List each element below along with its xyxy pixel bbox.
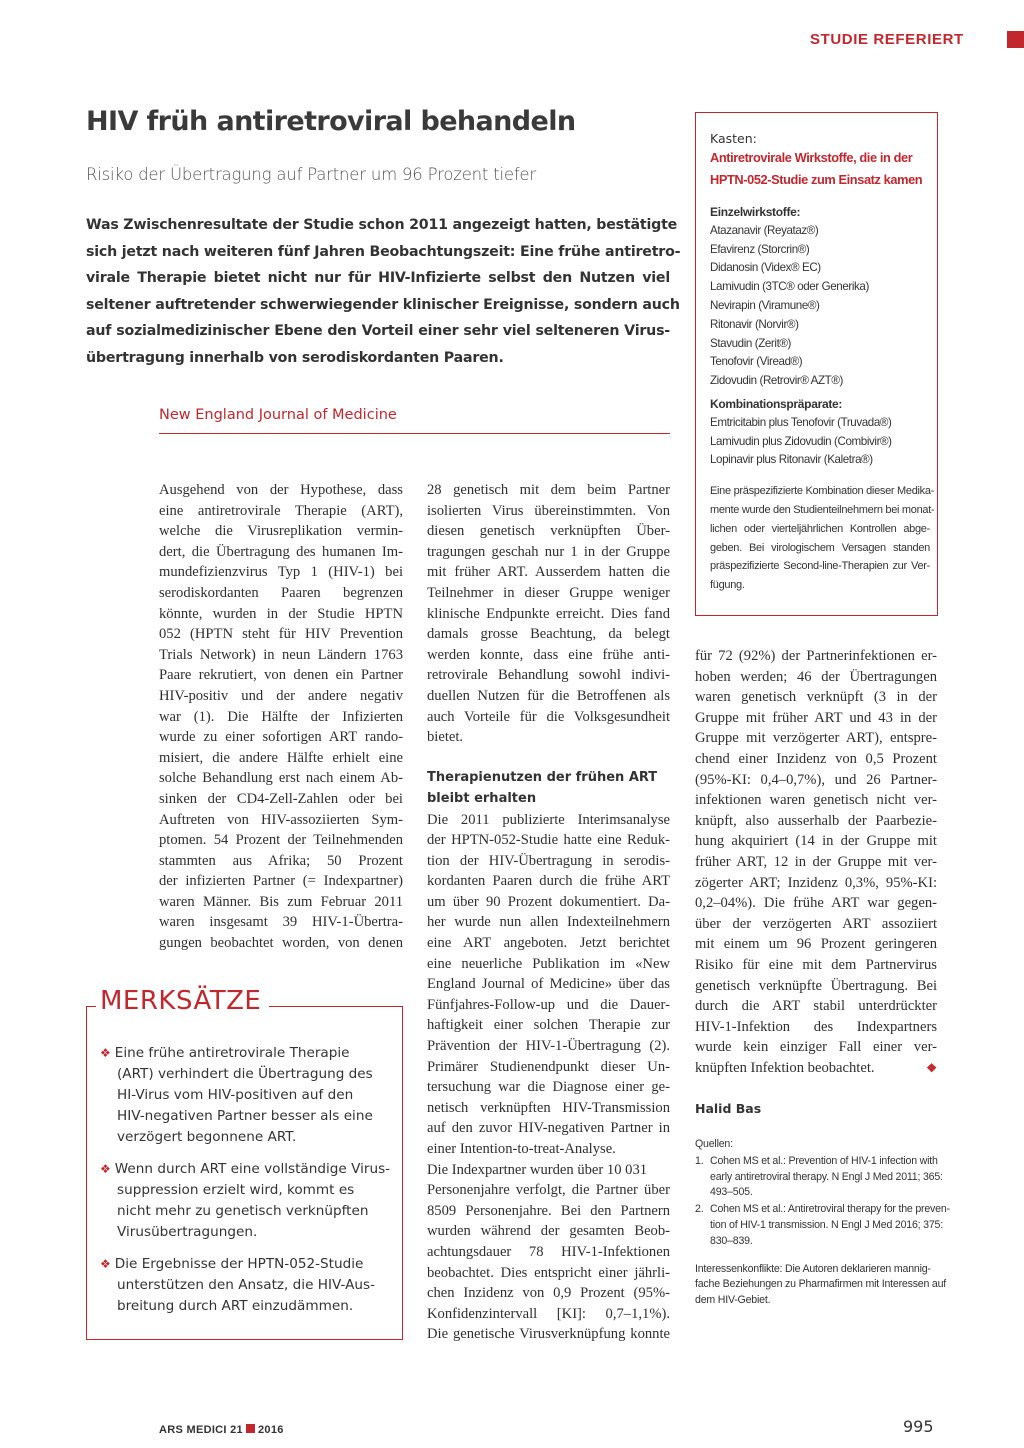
text-line: auf den zuvor HIV-negativen Partner in [427,1120,670,1137]
text-line: waren insgesamt 39 HIV-1-Übertra- [159,914,403,931]
text-line: Konfidenzintervall [KI]: 0,7–1,1%). [427,1305,670,1322]
text-line: beobachtet. Dies entspricht einer jährli- [427,1264,670,1281]
text-line [695,1058,937,1079]
text-line: Paare rekrutiert, von denen ein Partner [159,667,403,684]
merksatz-line: HIV-negativen Partner besser als eine [117,1108,373,1124]
note-line: geben. Bei virologischem Versagen standen [710,541,930,554]
text-line: Risiko für eine mit dem Partnervirus [695,956,937,973]
merksatz-line: nicht mehr zu genetisch verknüpften [117,1203,369,1219]
kasten-title: HPTN-052-Studie zum Einsatz kamen [710,172,923,187]
article-title: HIV früh antiretroviral behandeln [86,106,576,137]
text-line: (95%-KI: 0,4–0,7%), und 26 Partner- [695,771,937,788]
references [695,1137,950,1309]
body-column-1 [159,480,403,954]
text-line: durch die ART stabil unterdrückter [695,998,937,1015]
text-line: genetisch verknüpfte Übertragung. Bei [695,977,937,994]
text-line: mit einem um 96 Prozent geringeren [695,936,937,953]
text-line: tragungen geschah nur 1 in der Gruppe [427,543,670,560]
text-line: Primärer Studienendpunkt dieser Un- [427,1058,670,1075]
merksaetze-list [100,1043,400,1328]
text-line: Die Indexpartner wurden über 10 031 [427,1161,648,1178]
text-line: haftigkeit einer solchen Therapie zur [427,1017,670,1034]
end-of-article-diamond-icon: ❖ [926,1060,937,1075]
article-subtitle: Risiko der Übertragung auf Partner um 96 Prozent tiefer [86,165,536,184]
merksatz-text: Die Ergebnisse der HPTN-052-Studie [114,1256,364,1272]
reference-number: 2. [695,1203,704,1216]
text-line: Personenjahre verfolgt, die Partner über [427,1182,670,1199]
lead-line: virale Therapie bietet nicht nur für HIV-Infizierte selbst den Nutzen viel [86,270,670,286]
text-line: knüpft, also ausserhalb der Paarbezie- [695,812,937,829]
drug-item: Efavirenz (Storcrin®) [710,242,810,256]
merksatz-line: Virusübertragungen. [117,1224,258,1240]
text-line: 28 genetisch mit dem beim Partner [427,482,670,498]
text-line: isolierten Virus übereinstimmten. Von [427,502,670,519]
text-line: für 72 (92%) der Partnerinfektionen er- [695,648,937,664]
spacer [427,748,670,769]
kasten-label: Kasten: [710,131,757,146]
text-line: Die genetische Virusverknüpfung konnte [427,1326,670,1343]
subheading: bleibt erhalten [427,790,537,806]
text-line: duellen Nutzen für die Betroffenen als [427,687,670,704]
note-line: lichen oder vierteljährlichen Kontrollen abge- [710,522,930,535]
lead-paragraph [86,212,681,371]
body-column-3 [695,646,937,1078]
text-line: damals grosse Beachtung, da belegt [427,626,670,643]
journal-divider [159,433,670,434]
text-line: Prävention der HIV-1-Übertragung (2). [427,1038,670,1055]
text-line: auch Vorteile für die Volksgesundheit [427,708,670,725]
reference-line: 493–505. [710,1186,753,1199]
merksatz-line: verzögert begonnene ART. [117,1129,297,1145]
text-line: England Journal of Medicine» über das [427,976,670,993]
text-line: dert, die Übertragung des humanen Im- [159,543,403,560]
text-line: netisch verknüpften HIV-Transmission [427,1099,670,1116]
drug-item: Stavudin (Zerit®) [710,336,791,350]
text-line: chend einer Inzidenz von 0,5 Prozent [695,750,937,767]
spacer [710,470,930,482]
text-line: welche die Virusreplikation vermin- [159,523,403,540]
merksatz-line: breitung durch ART einzudämmen. [117,1298,354,1314]
merksatz-text: Wenn durch ART eine vollständige Virus- [114,1161,391,1177]
text-line: wurden während der gesamten Beob- [427,1223,670,1240]
text-line: bietet. [427,729,464,746]
text-line: einer Intention-to-treat-Analyse. [427,1141,616,1157]
text-line: sinken der CD4-Zell-Zahlen oder bei [159,790,403,807]
text-line: retrovirale Behandlung sowohl indivi- [427,667,670,684]
conflicts-line: dem HIV-Gebiet. [695,1294,771,1307]
text-line: hoben werden; 46 der Übertragungen [695,668,937,685]
section-marker [1007,31,1024,48]
text-line: waren Männer. Bis zum Februar 2011 [159,893,403,910]
kasten-subheading: Kombinationspräparate: [710,396,843,411]
diamond-bullet-icon: ❖ [100,1257,111,1271]
merksatz-line: HI-Virus vom HIV-positiven auf den [117,1087,354,1103]
text-line: ptomen. 54 Prozent der Teilnehmenden [159,832,403,849]
subheading: Therapienutzen der frühen ART [427,770,658,786]
drug-item: Lamivudin (3TC® oder Generika) [710,280,869,294]
text-line: infektionen waren genetisch nicht ver- [695,792,937,809]
text-line: Gruppe mit früher ART und 43 in der [695,709,937,726]
merksatz-line [100,1159,400,1180]
note-line: Eine präspezifizierte Kombination dieser Medika- [710,485,935,498]
conflicts-line: fache Beziehungen zu Pharmafirmen mit Interessen auf [695,1278,947,1291]
text-line: wurde kein einziger Fall einer ver- [695,1039,937,1056]
text-line: Gruppe mit verzögerter ART), entspre- [695,730,937,747]
lead-line: sich jetzt nach weiteren fünf Jahren Beobachtungszeit: Eine frühe antiretro- [86,243,681,260]
body-column-2 [427,480,670,1345]
footer-separator [246,1424,255,1433]
text-line: chen Inzidenz von 0,9 Prozent (95%- [427,1285,670,1302]
merksaetze-rule [269,1006,403,1007]
text-line: misiert, die andere Hälfte erhielt eine [159,749,403,766]
text-line: tion der HIV-Übertragung in serodis- [427,852,670,869]
text-line: serodiskordanten Paaren begrenzen [159,584,403,601]
kasten-title: Antiretrovirale Wirkstoffe, die in der [710,150,913,165]
footer-journal [159,1424,284,1436]
merksatz-line: unterstützen den Ansatz, die HIV-Aus- [117,1277,376,1293]
merksatz-item [100,1043,400,1148]
page-number: 995 [903,1417,934,1436]
reference-line: Cohen MS et al.: Antiretroviral therapy for the preven- [710,1203,950,1216]
note-line: mente wurde den Studienteilnehmern bei monat- [710,503,935,516]
text-line: her wurde nun allen Indexteilnehmern [427,914,670,931]
reference-item [695,1202,950,1249]
footer-year: 2016 [257,1424,284,1436]
merksatz-line: (ART) verhindert die Übertragung des [117,1066,373,1082]
drug-item: Nevirapin (Viramune®) [710,298,820,312]
text-line: der infizierten Partner (= Indexpartner) [159,873,403,890]
text-line: achtungsdauer 78 HIV-1-Infektionen [427,1243,670,1260]
text-line: 052 (HPTN steht für HIV Prevention [159,626,403,643]
text-line: Trials Network) in neun Ländern 1763 [159,646,403,663]
reference-line: 830–839. [710,1234,753,1247]
merksatz-item [100,1159,400,1243]
text-line: zögerter ART; Inzidenz 0,3%, 95%-KI: [695,874,937,891]
text-line: hung akquiriert (14 in der Gruppe mit [695,833,937,850]
kasten-subheading: Einzelwirkstoffe: [710,205,801,219]
text-line: eine ART angeboten. Jetzt berichtet [427,935,670,952]
reference-item [695,1154,943,1201]
text-line: der HPTN-052-Studie hatte eine Reduk- [427,832,670,849]
text-line: wurde zu einer sofortigen ART rando- [159,729,403,746]
combo-item: Lamivudin plus Zidovudin (Combivir®) [710,434,892,448]
drug-item: Tenofovir (Viread®) [710,355,803,369]
text-line: gungen beobachtet worden, von denen [159,935,403,952]
text-line: eine neuerliche Publikation im «New [427,955,670,972]
footer-journal-name: ARS MEDICI 21 [159,1424,243,1436]
merksaetze-rule [86,1006,96,1007]
section-label: STUDIE REFERIERT [810,31,964,48]
text-line: früher ART, 12 in der Gruppe mit ver- [695,853,937,870]
reference-line: tion of HIV-1 transmission. N Engl J Med 2016; 375: [710,1218,943,1231]
note-line: fügung. [710,579,745,592]
merksatz-text: Eine frühe antiretrovirale Therapie [114,1045,350,1061]
lead-line: übertragung innerhalb von serodiskordanten Paaren. [86,349,504,366]
text-line: mit früher ART. Ausserdem hatten die [427,564,670,581]
drug-item: Atazanavir (Reyataz®) [710,223,819,237]
reference-line: Cohen MS et al.: Prevention of HIV-1 infection with [710,1154,938,1167]
merksaetze-heading: MERKSÄTZE [100,986,262,1016]
text-line: könnte, wurden in der Studie HPTN [159,605,403,622]
lead-line: Was Zwischenresultate der Studie schon 2011 angezeigt hatten, bestätigte [86,217,678,233]
lead-line: seltener auftretender schwerwiegender klinischer Ereignisse, sondern auch [86,296,680,313]
kasten-content [710,131,935,595]
text-line: über der verzögerten ART assoziiert [695,915,937,932]
end-line-text: knüpften Infektion beobachtet. [695,1059,875,1076]
kasten-note [710,482,935,595]
text-line: tersuchung war die Diagnose einer ge- [427,1079,670,1096]
conflicts-line: Interessenkonflikte: Die Autoren deklarieren mannig- [695,1262,931,1275]
combo-item: Lopinavir plus Ritonavir (Kaletra®) [710,453,873,467]
text-line: werden konnte, dass eine frühe anti- [427,646,670,663]
text-line: HIV-1-Infektion des Indexpartners [695,1018,937,1035]
text-line: kordanten Paaren durch die frühe ART [427,873,670,890]
text-line: Die 2011 publizierte Interimsanalyse [427,811,670,828]
text-line: HIV-positiv und der andere negativ [159,687,403,704]
text-line: um über 90 Prozent dokumentiert. Da- [427,893,670,910]
journal-source: New England Journal of Medicine [159,407,397,423]
author-name: Halid Bas [695,1101,762,1116]
drug-item: Zidovudin (Retrovir® AZT®) [710,374,843,388]
sources-label: Quellen: [695,1138,733,1150]
text-line: Ausgehend von der Hypothese, dass [159,482,403,498]
merksatz-line [100,1254,400,1275]
conflicts-of-interest [695,1262,947,1309]
reference-line: early antiretroviral therapy. N Engl J Med 2011; 365: [710,1170,943,1183]
text-line: eine antiretrovirale Therapie (ART), [159,502,403,519]
text-line: klinische Endpunkte erreicht. Dies fand [427,605,670,622]
merksatz-item [100,1254,400,1317]
spacer [710,191,930,203]
text-line: stammten aus Afrika; 50 Prozent [159,852,403,869]
drug-item: Didanosin (Videx® EC) [710,261,821,275]
text-line: war (1). Die Hälfte der Infizierten [159,708,403,725]
text-line: Fünfjahres-Follow-up und die Dauer- [427,996,670,1013]
text-line: Teilnehmer in dieser Gruppe weniger [427,584,670,601]
text-line: waren genetisch verknüpft (3 in der [695,689,937,706]
diamond-bullet-icon: ❖ [100,1162,111,1176]
lead-line: auf sozialmedizinischer Ebene den Vorteil einer sehr viel selteneren Virus- [86,323,670,339]
text-line: mundefizienzvirus Typ 1 (HIV-1) bei [159,564,403,581]
text-line: 8509 Personenjahre. Bei den Partnern [427,1202,670,1219]
reference-number: 1. [695,1154,704,1167]
merksatz-line: suppression erzielt wird, kommt es [117,1182,355,1198]
merksatz-line [100,1043,400,1064]
note-line: präspezifizierte Second-line-Therapien zur Ver- [710,560,930,573]
combo-item: Emtricitabin plus Tenofovir (Truvada®) [710,415,892,429]
diamond-bullet-icon: ❖ [100,1046,111,1060]
text-line: diesen genetisch verknüpften Über- [427,523,670,540]
text-line: Auftreten von HIV-assoziierten Sym- [159,811,403,828]
drug-item: Ritonavir (Norvir®) [710,317,799,331]
text-line: solche Behandlung erst nach einem Ab- [159,770,403,787]
text-line: 0,2–04%). Die frühe ART war gegen- [695,895,937,912]
